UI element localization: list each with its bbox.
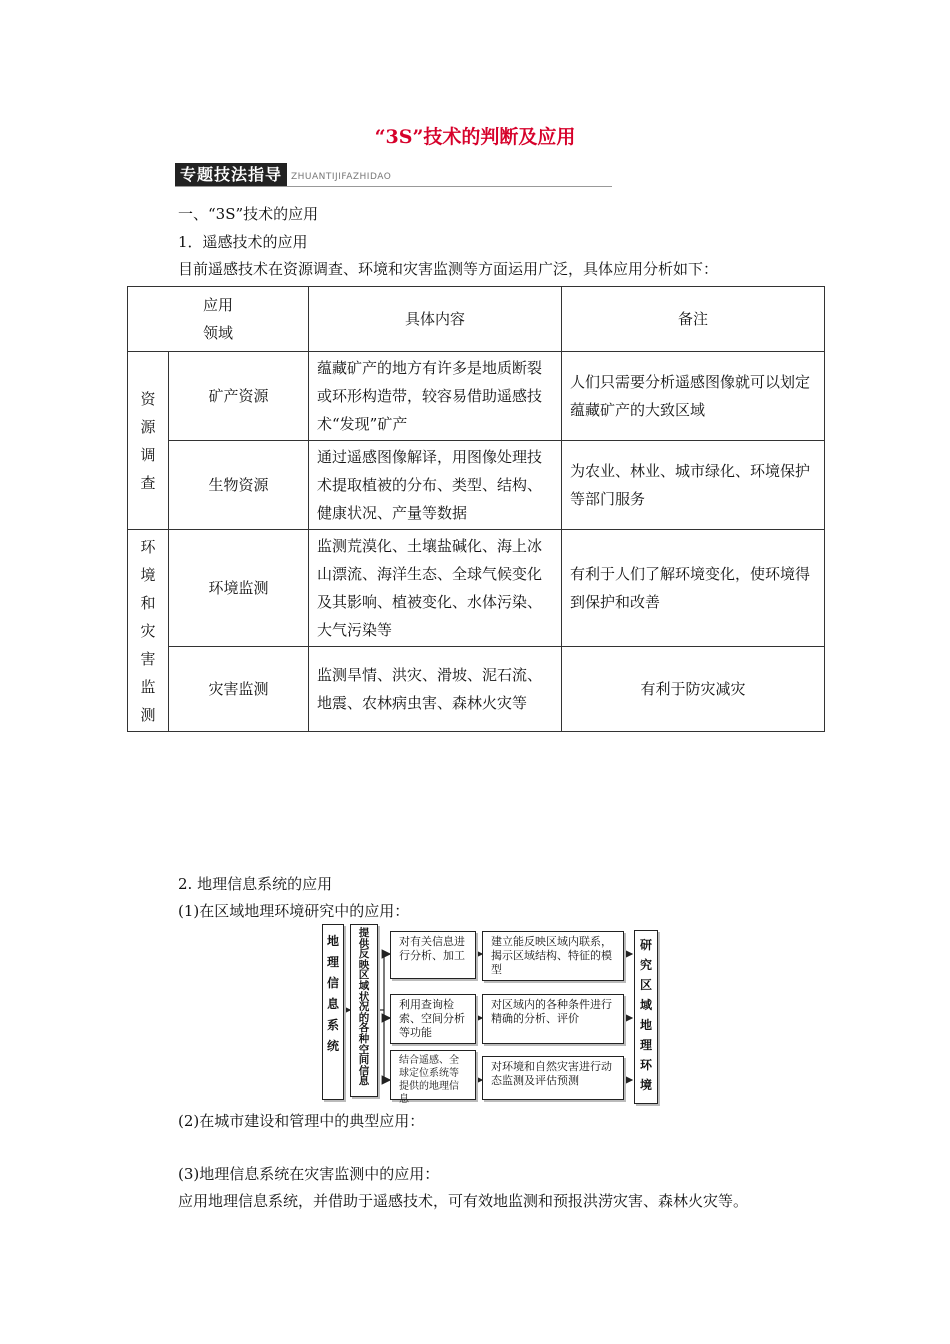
table-header-row: [128, 287, 825, 352]
header-field: [128, 287, 309, 352]
subheading-gis: 2. 地理信息系统的应用: [178, 875, 333, 893]
area-cell: 矿产资源: [169, 352, 309, 441]
goal-char: 究: [639, 958, 652, 972]
area-cell: 环境监测: [169, 530, 309, 647]
content-cell: 蕴藏矿产的地方有许多是地质断裂或环形构造带，较容易借助遥感技术“发现”矿产: [309, 352, 562, 441]
header-note: 备注: [562, 287, 825, 352]
goal-char: 地: [639, 1018, 652, 1032]
group-char: 监: [140, 677, 156, 696]
gis-char: 统: [326, 1039, 339, 1053]
group-char: 测: [140, 705, 156, 724]
area-cell: 生物资源: [169, 441, 309, 530]
group-char: 资: [140, 389, 156, 408]
header-content: 具体内容: [309, 287, 562, 352]
method-box-2: 利用查询检索、空间分析等功能: [390, 994, 476, 1044]
group-char: 灾: [140, 621, 156, 640]
group-char: 害: [140, 649, 156, 668]
intro-text: 目前遥感技术在资源调查、环境和灾害监测等方面运用广泛，具体应用分析如下：: [178, 260, 719, 278]
goal-char: 环: [639, 1058, 652, 1072]
provide-char: 信: [358, 1064, 370, 1077]
disaster-monitoring-text: 应用地理信息系统，并借助于遥感技术，可有效地监测和预报洪涝灾害、森林火灾等。: [178, 1192, 749, 1210]
result-box-3: 对环境和自然灾害进行动态监测及评估预测: [482, 1056, 624, 1100]
provide-char: 区: [358, 969, 370, 982]
item-city-planning: (2)在城市建设和管理中的典型应用：: [178, 1112, 425, 1130]
gis-char: 地: [326, 934, 339, 948]
group-char: 环: [140, 537, 156, 556]
goal-char: 区: [639, 978, 652, 992]
banner-divider: [175, 186, 612, 187]
provide-char: 息: [358, 1075, 370, 1088]
provide-char: 种: [358, 1032, 370, 1045]
subheading-remote-sensing: 1．遥感技术的应用: [178, 233, 308, 251]
provide-char: 空: [358, 1043, 370, 1056]
provide-box: [350, 924, 378, 1097]
page-title: “3S”技术的判断及应用: [374, 126, 576, 148]
item-regional-research: (1)在区域地理环境研究中的应用：: [178, 902, 410, 920]
group-char: 源: [140, 417, 156, 436]
provide-char: 映: [358, 958, 370, 971]
provide-char: 提: [358, 927, 370, 939]
banner-label: 专题技法指导: [175, 163, 287, 186]
area-cell: 灾害监测: [169, 647, 309, 732]
group-char: 境: [140, 565, 156, 584]
header-field-line1: 应用: [203, 296, 234, 314]
goal-char: 理: [639, 1038, 652, 1052]
table-row: [128, 441, 825, 530]
provide-char: 供: [358, 937, 370, 950]
note-cell: 为农业、林业、城市绿化、环境保护等部门服务: [562, 441, 825, 530]
gis-char: 息: [326, 997, 339, 1011]
provide-char: 的: [358, 1011, 370, 1024]
content-cell: 监测荒漠化、土壤盐碱化、海上冰山漂流、海洋生态、全球气候变化及其影响、植被变化、水体污染、大气污染等: [309, 530, 562, 647]
gis-char: 信: [326, 976, 339, 990]
content-cell: 监测旱情、洪灾、滑坡、泥石流、地震、农林病虫害、森林火灾等: [309, 647, 562, 732]
method-box-1: 对有关信息进行分析、加工: [390, 931, 476, 979]
group-environment-disaster: [128, 530, 169, 732]
result-box-2: 对区域内的各种条件进行精确的分析、评价: [482, 994, 624, 1044]
content-cell: 通过遥感图像解译，用图像处理技术提取植被的分布、类型、结构、健康状况、产量等数据: [309, 441, 562, 530]
table-row: [128, 352, 825, 441]
goal-box: [634, 930, 658, 1104]
provide-char: 状: [358, 990, 370, 1003]
goal-char: 境: [639, 1078, 652, 1092]
gis-char: 理: [326, 955, 339, 969]
note-cell: 有利于防灾减灾: [562, 647, 825, 732]
method-box-3: 结合遥感、全球定位系统等提供的地理信息: [390, 1050, 476, 1100]
group-char: 查: [140, 473, 156, 492]
section-heading: 一、“3S”技术的应用: [178, 205, 319, 223]
table-row: [128, 530, 825, 647]
banner-subtitle: ZHUANTIJIFAZHIDAO: [291, 172, 392, 182]
group-char: 和: [140, 593, 156, 612]
item-disaster-monitoring: (3)地理信息系统在灾害监测中的应用：: [178, 1165, 440, 1183]
table-row: [128, 647, 825, 732]
provide-char: 间: [358, 1054, 370, 1067]
result-box-1: 建立能反映区域内联系，揭示区域结构、特征的模型: [482, 931, 624, 981]
note-cell: 人们只需要分析遥感图像就可以划定蕴藏矿产的大致区域: [562, 352, 825, 441]
note-cell: 有利于人们了解环境变化，使环境得到保护和改善: [562, 530, 825, 647]
remote-sensing-table: [127, 286, 825, 732]
goal-char: 域: [639, 998, 652, 1012]
provide-char: 域: [358, 979, 370, 992]
goal-char: 研: [639, 938, 652, 952]
gis-char: 系: [326, 1018, 339, 1032]
provide-char: 况: [358, 1001, 370, 1014]
group-char: 调: [140, 445, 156, 464]
provide-char: 反: [358, 948, 370, 961]
gis-flow-diagram: [322, 922, 662, 1105]
header-field-line2: 领域: [203, 324, 234, 342]
gis-box: [322, 924, 344, 1100]
provide-char: 各: [358, 1022, 370, 1035]
group-resource-survey: [128, 352, 169, 530]
